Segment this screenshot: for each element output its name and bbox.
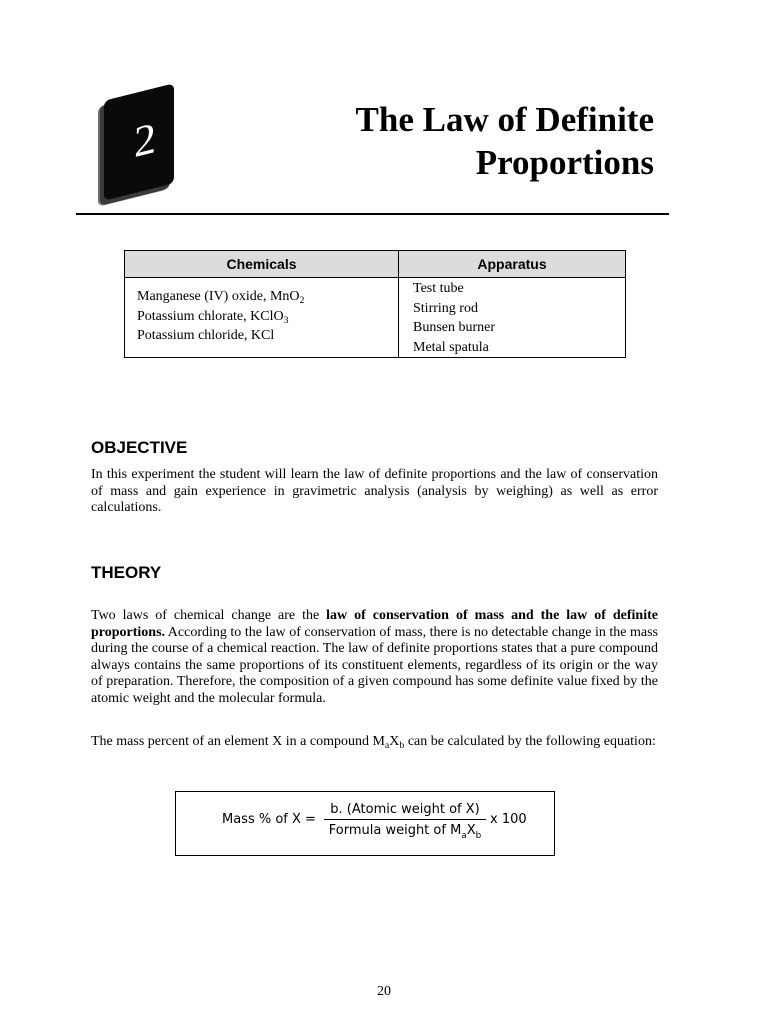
objective-heading: OBJECTIVE: [91, 438, 188, 457]
chemical-item: Potassium chlorate, KClO$_3$: [137, 308, 289, 326]
chemical-item: Manganese (IV) oxide, MnO$_2$: [137, 289, 305, 306]
fraction-bar: [324, 819, 486, 820]
theory-paragraph: Two laws of chemical change are the law of conservation of mass and the law of definite proportions. According to the law of conservation of mass, there is no detectable change in the mass during the course of a chemical reaction. The law of definite proportions states that a pure compound always contains the same proportions of its constituent elements, regardless of its origin or the way of preparation. Therefore, the composition of a given compound has some definite value fixed by the atomic weight and the molecular formula.: [91, 608, 658, 706]
chemical-item: Potassium chloride, KCl: [137, 328, 275, 343]
chapter-title-line-1: The Law of Definite: [355, 100, 654, 139]
objective-paragraph: In this experiment the student will learn the law of definite proportions and the law of conservation of mass and gain experience in gravimetric analysis (analysis by weighing) as well as error calculations.: [91, 467, 658, 515]
mass-percent-paragraph: The mass percent of an element X in a compound $M_aX_b$ can be calculated by the following equation:: [91, 734, 656, 751]
chemicals-header: Chemicals: [125, 251, 399, 278]
chapter-title-line-2: Proportions: [475, 143, 654, 182]
chapter-title: [356, 98, 654, 184]
theory-heading: THEORY: [91, 563, 162, 582]
apparatus-cell: [399, 278, 626, 358]
apparatus-header: Apparatus: [399, 251, 626, 278]
apparatus-item: Bunsen burner: [413, 320, 496, 335]
chapter-number: 2: [134, 112, 156, 168]
equation-fraction: [324, 801, 486, 839]
apparatus-item: Metal spatula: [413, 339, 489, 355]
apparatus-item: Stirring rod: [413, 300, 478, 316]
title-divider: [76, 213, 669, 215]
equation-multiplier: x 100: [490, 812, 527, 827]
materials-table: [124, 250, 626, 358]
equation-denominator: Formula weight of $M_aX_b$: [328, 823, 482, 841]
equation-lhs: Mass % of X =: [222, 812, 316, 827]
apparatus-item: Test tube: [413, 281, 464, 296]
chapter-badge-face: [104, 83, 174, 200]
page-number: 20: [377, 984, 391, 999]
mass-percent-equation: [175, 791, 555, 856]
chapter-badge: [96, 88, 178, 200]
chemicals-cell: [125, 278, 399, 358]
equation-numerator: b. (Atomic weight of X): [330, 802, 480, 817]
